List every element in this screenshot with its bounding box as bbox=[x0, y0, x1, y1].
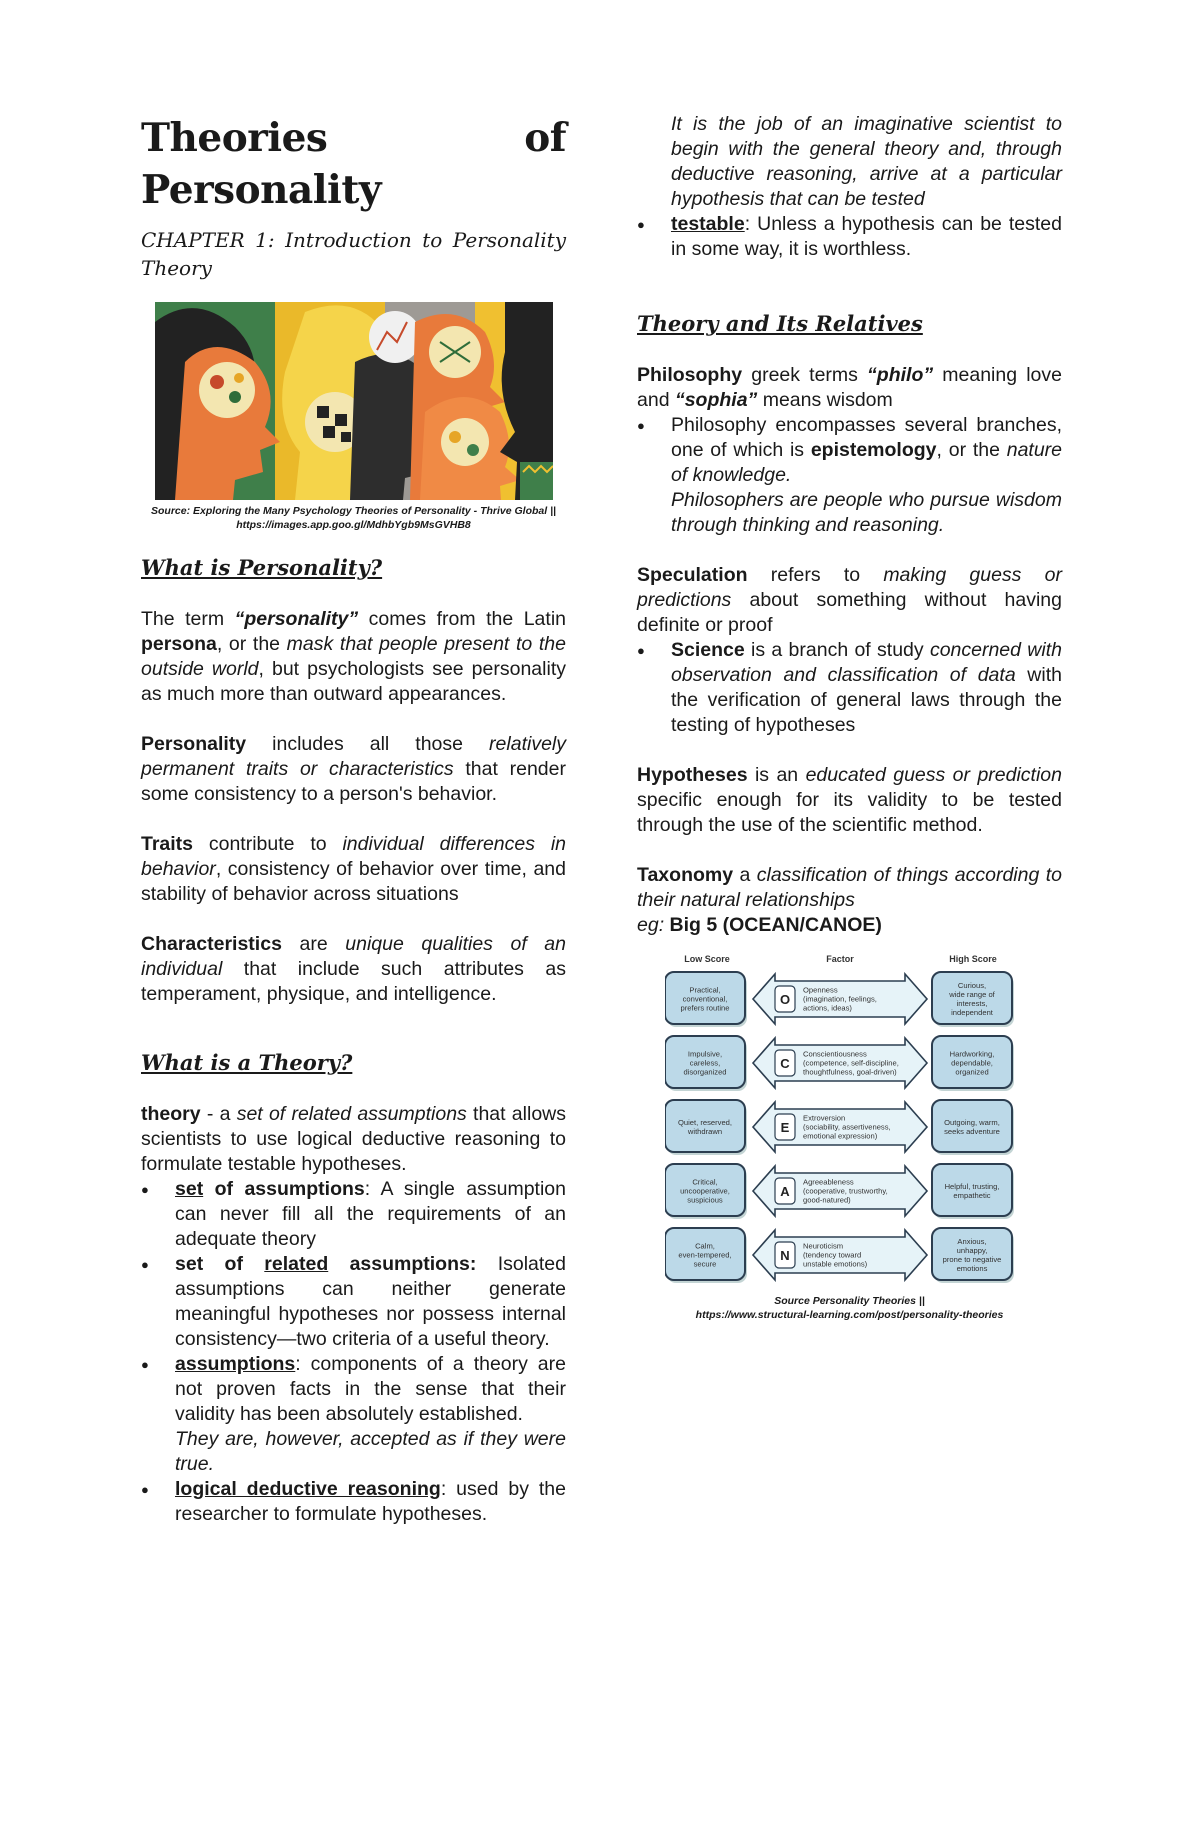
paragraph-hypotheses: Hypotheses is an educated guess or prediction specific enough for its validity to be tested through the use of the scientific method. bbox=[637, 764, 1062, 836]
list-item: ● assumptions: components of a theory are not proven facts in the sense that their validity has been absolutely established. They are, however, accepted as if they were true. bbox=[104, 1352, 566, 1477]
low-score-text: careless, bbox=[689, 1058, 721, 1068]
document-title-line-2: Personality bbox=[141, 167, 382, 213]
high-score-text: seeks adventure bbox=[944, 1127, 1000, 1137]
header-high-score: High Score bbox=[949, 954, 997, 964]
ocean-row-a bbox=[665, 1164, 1014, 1219]
low-score-text: suspicious bbox=[687, 1195, 723, 1205]
high-score-text: Curious, bbox=[957, 980, 987, 990]
paragraph-traits: Traits contribute to individual differences in behavior, consistency of behavior over time, and stability of behavior across situations bbox=[141, 833, 566, 905]
high-score-text: Helpful, trusting, bbox=[944, 1181, 1000, 1191]
ocean-row-o bbox=[665, 972, 1014, 1027]
factor-letter: N bbox=[780, 1248, 790, 1263]
list-item: ● set of related assumptions: Isolated assumptions can neither generate meaningful hypotheses nor possess internal consistency—two criteria of a useful theory. bbox=[104, 1252, 566, 1352]
factor-text: Agreeableness bbox=[803, 1177, 854, 1187]
low-score-text: withdrawn bbox=[687, 1127, 723, 1137]
figure-1-caption-line-1: Source: Exploring the Many Psychology Theories of Personality - Thrive Global || bbox=[151, 505, 556, 517]
philosophy-bullet-list bbox=[600, 413, 1062, 538]
factor-text: actions, ideas) bbox=[803, 1003, 852, 1013]
right-column bbox=[637, 112, 1062, 1322]
high-score-text: wide range of bbox=[949, 989, 995, 999]
figure-2-caption-line-1: Source Personality Theories || bbox=[774, 1295, 925, 1307]
list-item: ● set of assumptions: A single assumption can never fill all the requirements of an adequate theory bbox=[104, 1177, 566, 1252]
paragraph-theory-continuation: It is the job of an imaginative scientist to begin with the general theory and, through deductive reasoning, arrive at a particular hypothesis that can be tested bbox=[671, 113, 1062, 210]
factor-text: (competence, self-discipline, bbox=[803, 1058, 899, 1068]
low-score-text: Critical, bbox=[692, 1177, 718, 1187]
paragraph-philosophy: Philosophy greek terms “philo” meaning love and “sophia” means wisdom bbox=[637, 364, 1062, 411]
theory-bullet-list bbox=[104, 1177, 566, 1527]
ocean-row-e bbox=[665, 1100, 1014, 1155]
high-score-text: Hardworking, bbox=[949, 1049, 995, 1059]
figure-2-caption-line-2: https://www.structural-learning.com/post/personality-theories bbox=[695, 1309, 1004, 1321]
high-score-text: prone to negative bbox=[942, 1255, 1002, 1265]
title-word-1: Theories bbox=[141, 115, 328, 161]
low-score-text: Impulsive, bbox=[687, 1049, 723, 1059]
ocean-row-c bbox=[665, 1036, 1014, 1091]
low-score-text: disorganized bbox=[683, 1067, 727, 1077]
factor-text: unstable emotions) bbox=[803, 1259, 868, 1269]
factor-text: emotional expression) bbox=[803, 1131, 878, 1141]
factor-text: (tendency toward bbox=[803, 1250, 862, 1260]
left-column bbox=[141, 112, 566, 1527]
figure-big-five bbox=[637, 950, 1062, 1322]
factor-text: (cooperative, trustworthy, bbox=[803, 1186, 888, 1196]
factor-text: thoughtfulness, goal-driven) bbox=[803, 1067, 897, 1077]
high-score-text: dependable, bbox=[951, 1058, 993, 1068]
high-score-text: empathetic bbox=[953, 1191, 991, 1201]
factor-text: (imagination, feelings, bbox=[803, 994, 877, 1004]
figure-1-caption-line-2: https://images.app.goo.gl/MdhbYgb9MsGVHB8 bbox=[236, 519, 471, 531]
factor-text: Conscientiousness bbox=[803, 1049, 867, 1059]
low-score-text: Quiet, reserved, bbox=[677, 1117, 733, 1127]
low-score-text: prefers routine bbox=[680, 1003, 730, 1013]
factor-letter: O bbox=[779, 992, 791, 1007]
high-score-text: organized bbox=[955, 1067, 989, 1077]
header-low-score: Low Score bbox=[684, 954, 730, 964]
factor-letter: A bbox=[780, 1184, 790, 1199]
paragraph-personality-definition: Personality includes all those relatively permanent traits or characteristics that render some consistency to a person's behavior. bbox=[141, 733, 566, 805]
high-score-text: Outgoing, warm, bbox=[944, 1117, 1000, 1127]
list-item: ● logical deductive reasoning: used by the researcher to formulate hypotheses. bbox=[104, 1477, 566, 1527]
factor-text: Openness bbox=[803, 985, 838, 995]
low-score-text: conventional, bbox=[682, 994, 728, 1004]
paragraph-taxonomy: Taxonomy a classification of things according to their natural relationships eg: Big 5 (OCEAN/CANOE) bbox=[637, 864, 1062, 936]
low-score-text: uncooperative, bbox=[680, 1186, 730, 1196]
paragraph-speculation: Speculation refers to making guess or predictions about something without having definite or proof bbox=[637, 564, 1062, 636]
heading-what-is-a-theory: What is a Theory? bbox=[141, 1050, 353, 1075]
high-score-text: independent bbox=[951, 1008, 993, 1018]
big-five-diagram bbox=[665, 950, 1015, 1286]
factor-text: good-natured) bbox=[803, 1195, 851, 1205]
header-factor: Factor bbox=[826, 954, 854, 964]
testable-bullet-list bbox=[600, 212, 1062, 262]
science-bullet-list bbox=[600, 638, 1062, 738]
factor-text: Extroversion bbox=[803, 1113, 846, 1123]
document-title bbox=[141, 112, 566, 164]
heading-what-is-personality: What is Personality? bbox=[141, 555, 383, 580]
ocean-row-n bbox=[665, 1228, 1014, 1283]
high-score-text: emotions bbox=[956, 1264, 988, 1274]
chapter-subtitle: CHAPTER 1: Introduction to Personality Theory bbox=[141, 228, 566, 280]
low-score-text: Practical, bbox=[689, 985, 721, 995]
factor-text: Neuroticism bbox=[803, 1241, 844, 1251]
high-score-text: interests, bbox=[956, 999, 988, 1009]
factor-letter: E bbox=[780, 1120, 790, 1135]
paragraph-characteristics: Characteristics are unique qualities of an individual that include such attributes as temperament, physique, and intelligence. bbox=[141, 933, 566, 1005]
title-word-2: of bbox=[524, 115, 566, 161]
ocean-rows bbox=[665, 972, 1014, 1283]
figure-personality-heads bbox=[141, 302, 566, 532]
high-score-text: unhappy, bbox=[956, 1245, 988, 1255]
personality-heads-illustration bbox=[155, 302, 553, 500]
list-item: ● Philosophy encompasses several branches, one of which is epistemology, or the nature of knowledge. Philosophers are people who pursue wisdom through thinking and reasoning. bbox=[600, 413, 1062, 538]
list-item: ● testable: Unless a hypothesis can be tested in some way, it is worthless. bbox=[600, 212, 1062, 262]
low-score-text: Calm, bbox=[695, 1241, 715, 1251]
paragraph-personality-origin: The term “personality” comes from the Latin persona, or the mask that people present to the outside world, but psychologists see personality as much more than outward appearances. bbox=[141, 608, 566, 705]
low-score-text: even-tempered, bbox=[678, 1250, 732, 1260]
factor-text: (sociability, assertiveness, bbox=[803, 1122, 891, 1132]
paragraph-theory-definition: theory - a set of related assumptions that allows scientists to use logical deductive reasoning to formulate testable hypotheses. bbox=[141, 1103, 566, 1175]
factor-letter: C bbox=[780, 1056, 790, 1071]
list-item: ● Science is a branch of study concerned with observation and classification of data with the verification of general laws through the testing of hypotheses bbox=[600, 638, 1062, 738]
heading-theory-and-its-relatives: Theory and Its Relatives bbox=[637, 311, 923, 336]
high-score-text: Anxious, bbox=[957, 1236, 987, 1246]
low-score-text: secure bbox=[693, 1259, 717, 1269]
